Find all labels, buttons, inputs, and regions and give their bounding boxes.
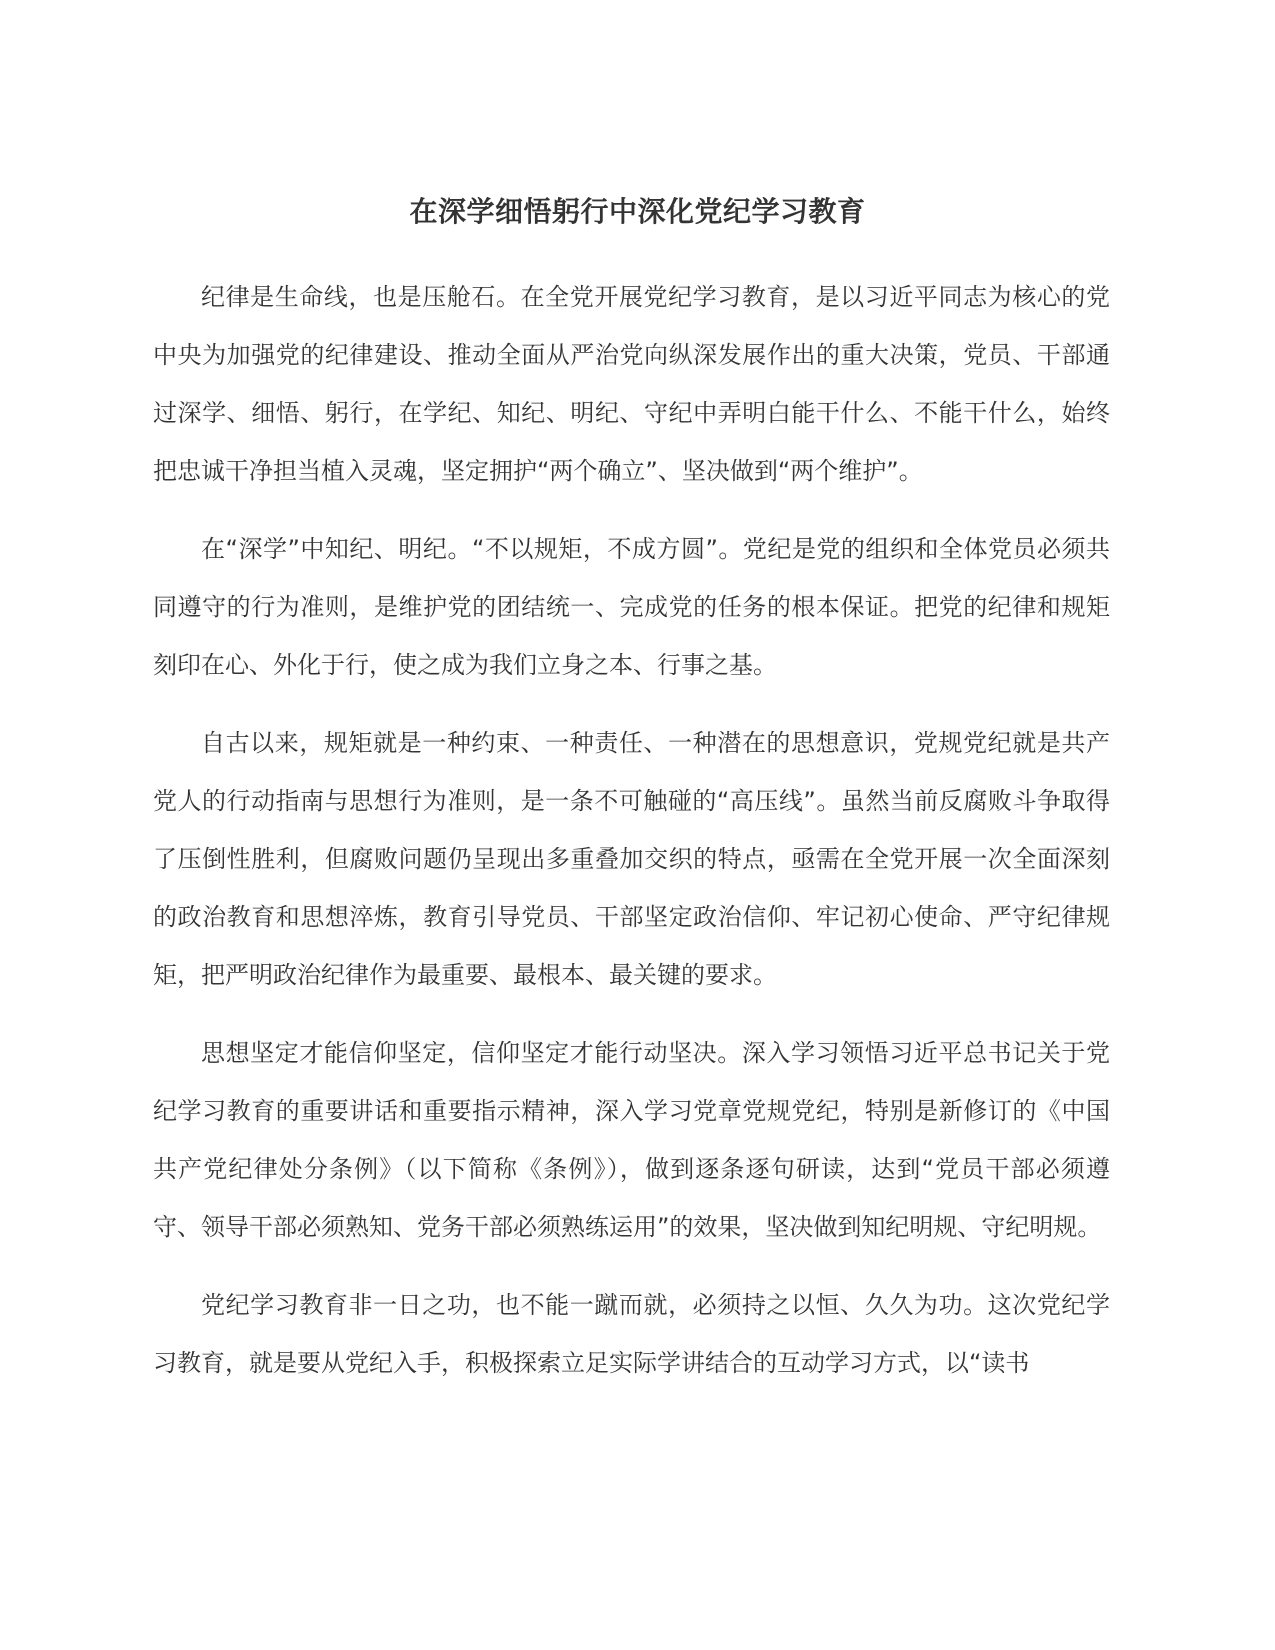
paragraph-2: 在“深学”中知纪、明纪。“不以规矩，不成方圆”。党纪是党的组织和全体党员必须共同遵守的行为准则，是维护党的团结统一、完成党的任务的根本保证。把党的纪律和规矩刻印在心、外化于行，使之成为我们立身之本、行事之基。: [153, 535, 1110, 679]
paragraph-3: 自古以来，规矩就是一种约束、一种责任、一种潜在的思想意识，党规党纪就是共产党人的行动指南与思想行为准则，是一条不可触碰的“高压线”。虽然当前反腐败斗争取得了压倒性胜利，但腐败问题仍呈现出多重叠加交织的特点，亟需在全党开展一次全面深刻的政治教育和思想淬炼，教育引导党员、干部坚定政治信仰、牢记初心使命、严守纪律规矩，把严明政治纪律作为最重要、最根本、最关键的要求。: [153, 729, 1110, 989]
document-body: [153, 268, 1110, 1412]
paragraph-4: 思想坚定才能信仰坚定，信仰坚定才能行动坚决。深入学习领悟习近平总书记关于党纪学习教育的重要讲话和重要指示精神，深入学习党章党规党纪，特别是新修订的《中国共产党纪律处分条例》（以下简称《条例》），做到逐条逐句研读，达到“党员干部必须遵守、领导干部必须熟知、党务干部必须熟练运用”的效果，坚决做到知纪明规、守纪明规。: [153, 1039, 1110, 1241]
document-title: 在深学细悟躬行中深化党纪学习教育: [409, 195, 866, 228]
paragraph-5: 党纪学习教育非一日之功，也不能一蹴而就，必须持之以恒、久久为功。这次党纪学习教育，就是要从党纪入手，积极探索立足实际学讲结合的互动学习方式，以“读书: [153, 1291, 1110, 1377]
paragraph-1: 纪律是生命线，也是压舱石。在全党开展党纪学习教育，是以习近平同志为核心的党中央为加强党的纪律建设、推动全面从严治党向纵深发展作出的重大决策，党员、干部通过深学、细悟、躬行，在学纪、知纪、明纪、守纪中弄明白能干什么、不能干什么，始终把忠诚干净担当植入灵魂，坚定拥护“两个确立”、坚决做到“两个维护”。: [153, 283, 1110, 485]
